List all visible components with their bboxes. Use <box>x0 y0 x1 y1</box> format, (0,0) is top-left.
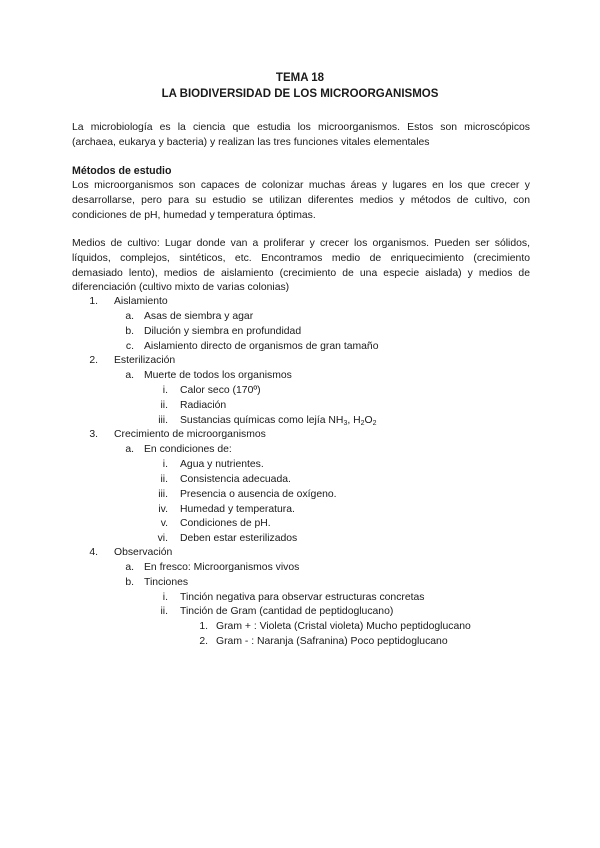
list-item-4b-ii-1 <box>199 620 471 634</box>
list-text: O <box>364 415 373 426</box>
list-text: Deben estar esterilizados <box>180 533 298 544</box>
list-marker: ii. <box>160 474 168 485</box>
title-line-1: TEMA 18 <box>275 72 325 84</box>
list-marker: 2. <box>199 636 208 647</box>
list-marker: 1. <box>199 621 208 632</box>
subscript: 2 <box>360 420 365 427</box>
list-item-4b-ii-2 <box>199 635 448 649</box>
list-marker: 4. <box>89 547 98 558</box>
list-marker: a. <box>125 370 134 381</box>
methods-paragraph <box>72 179 530 223</box>
list-text: Muerte de todos los organismos <box>144 370 292 381</box>
list-item-2a-iii <box>158 414 377 428</box>
list-item-4b <box>125 576 189 590</box>
list-text: Esterilización <box>114 355 176 366</box>
list-item-3a-iii <box>158 488 337 502</box>
list-item-3a-iv <box>158 503 295 517</box>
intro-line: La microbiología es la ciencia que estudia los microorganismos. Estos son microscópicos <box>72 122 530 133</box>
media-line: demasiado lento), medios de aislamiento (crecimiento de una especie aislada) y medios de <box>72 267 530 279</box>
list-item-1b <box>125 325 302 339</box>
list-item-1c <box>125 340 379 354</box>
list-marker: iii. <box>158 489 168 500</box>
list-marker: 1. <box>89 296 98 307</box>
list-item-4a <box>125 561 300 575</box>
list-item-3a-vi <box>157 532 298 546</box>
list-item-3 <box>89 428 266 442</box>
list-text: Radiación <box>180 400 227 411</box>
intro-paragraph <box>72 121 530 151</box>
list-text: Aislamiento directo de organismos de gran tamaño <box>144 341 379 352</box>
list-item-4b-ii <box>160 605 394 619</box>
list-marker: a. <box>125 562 134 573</box>
list-text: Gram + : Violeta (Cristal violeta) Mucho peptidoglucano <box>216 621 471 632</box>
subscript: 3 <box>343 420 348 427</box>
list-text: Tinciones <box>144 577 189 588</box>
list-item-1 <box>89 295 168 309</box>
list-text: Condiciones de pH. <box>180 518 271 529</box>
media-paragraph <box>72 237 530 296</box>
list-text: En condiciones de: <box>144 444 232 455</box>
list-text: Crecimiento de microorganismos <box>114 429 266 440</box>
list-marker: a. <box>125 311 134 322</box>
list-text: Observación <box>114 547 173 558</box>
subscript: 2 <box>372 420 377 427</box>
list-item-3a-ii <box>160 473 291 487</box>
list-text: En fresco: Microorganismos vivos <box>144 562 300 573</box>
list-marker: i. <box>162 459 168 470</box>
methods-line: Los microorganismos son capaces de colonizar muchas áreas y lugares en los que crecer y <box>72 180 530 191</box>
list-item-4 <box>89 546 173 560</box>
list-marker: ii. <box>160 400 168 411</box>
list-text: , H <box>347 415 361 426</box>
list-text: Gram - : Naranja (Safranina) Poco peptidoglucano <box>216 636 448 647</box>
intro-line: (archaea, eukarya y bacteria) y realizan las tres funciones vitales elementales <box>72 136 430 148</box>
methods-line: desarrollarse, pero para su estudio se utilizan diferentes medios y métodos de cultivo, con <box>72 194 530 206</box>
list-text: Aislamiento <box>114 296 168 307</box>
list-item-3a <box>125 443 232 457</box>
list-marker: i. <box>162 592 168 603</box>
media-line: diferenciación (cultivo mixto de varias colonias) <box>72 282 290 294</box>
list-text: Humedad y temperatura. <box>180 504 295 515</box>
media-line: Medios de cultivo: Lugar donde van a proliferar y crecer los organismos. Pueden ser sólidos, <box>72 238 530 249</box>
list-text: Tinción de Gram (cantidad de peptidoglucano) <box>180 606 394 617</box>
list-marker: b. <box>125 326 134 337</box>
list-item-2a-i <box>162 384 261 398</box>
list-marker: c. <box>125 341 134 352</box>
list-text: Sustancias químicas como lejía NH <box>180 415 344 426</box>
list-text: Dilución y siembra en profundidad <box>144 326 302 337</box>
list-marker: 3. <box>89 429 98 440</box>
list-item-3a-i <box>162 458 264 472</box>
list-text: Asas de siembra y agar <box>144 311 254 322</box>
title-line-2: LA BIODIVERSIDAD DE LOS MICROORGANISMOS <box>161 88 439 100</box>
list-text: Presencia o ausencia de oxígeno. <box>180 489 337 500</box>
list-item-1a <box>125 310 254 324</box>
list-item-4b-i <box>162 591 425 605</box>
list-item-3a-v <box>160 517 271 531</box>
list-marker: iii. <box>158 415 168 426</box>
list-text: Consistencia adecuada. <box>180 474 291 485</box>
list-item-2a-ii <box>160 399 227 413</box>
list-marker: ii. <box>160 606 168 617</box>
list-text: Tinción negativa para observar estructuras concretas <box>180 592 425 603</box>
list-marker: i. <box>162 385 168 396</box>
methods-line: condiciones de pH, humedad y temperatura óptimas. <box>72 209 316 221</box>
list-text: Calor seco (170º) <box>180 385 261 396</box>
list-item-2 <box>89 354 176 368</box>
list-marker: v. <box>160 518 168 529</box>
list-marker: 2. <box>89 355 98 366</box>
list-marker: b. <box>125 577 134 588</box>
list-marker: iv. <box>158 504 168 515</box>
methods-heading: Métodos de estudio <box>72 165 172 177</box>
list-item-2a <box>125 369 292 383</box>
list-text: Agua y nutrientes. <box>180 459 264 470</box>
media-line: líquidos, complejos, sintéticos, etc. Encontramos medio de enriquecimiento (crecimiento <box>72 252 530 264</box>
list-marker: a. <box>125 444 134 455</box>
list-marker: vi. <box>157 533 168 544</box>
